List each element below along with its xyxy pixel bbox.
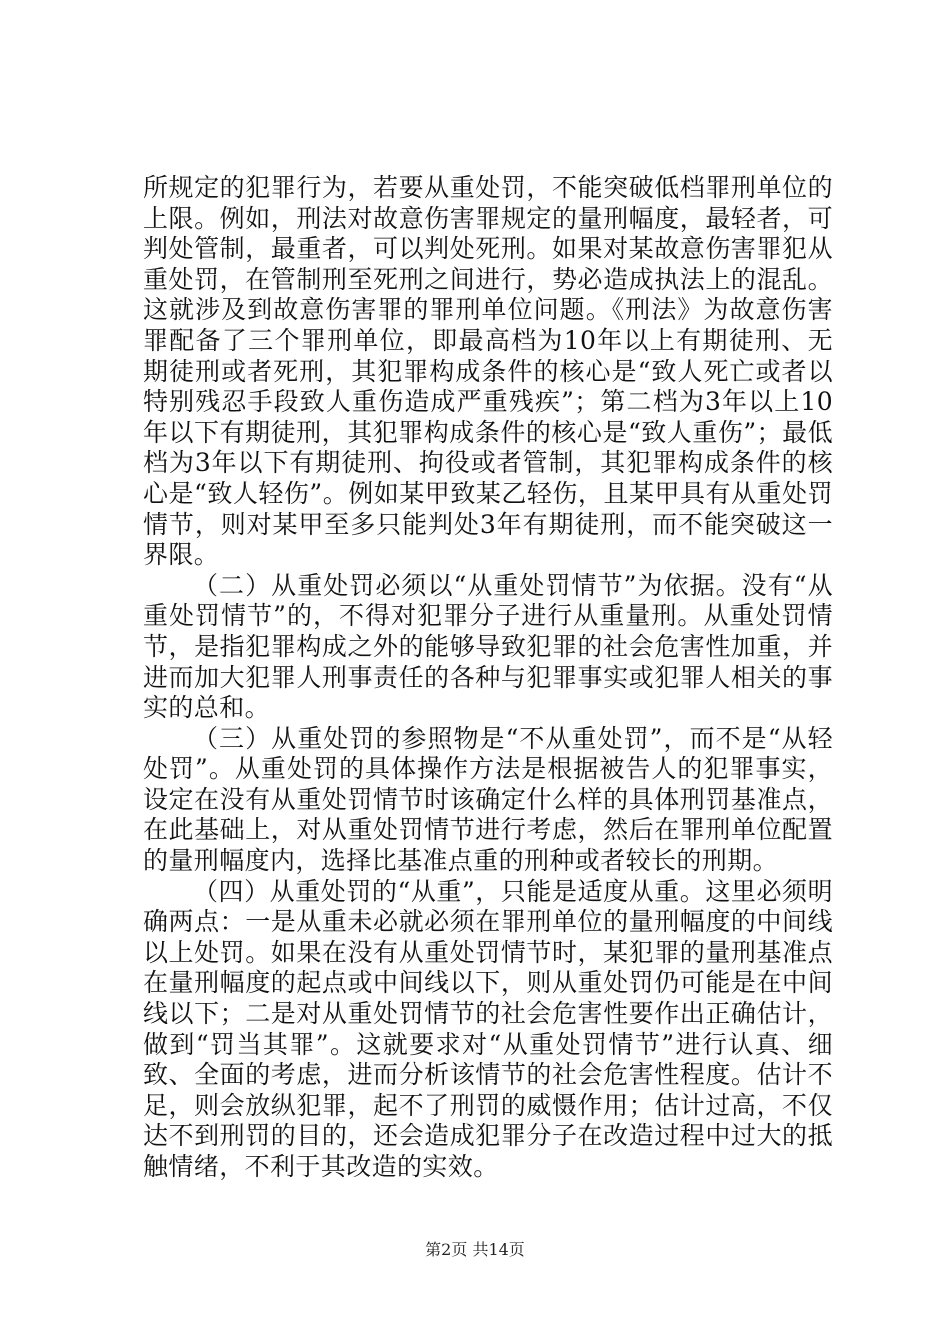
document-body <box>143 173 833 1183</box>
paragraph-section-3: （三）从重处罚的参照物是“不从重处罚”，而不是“从轻处罚”。从重处罚的具体操作方法是根据被告人的犯罪事实，设定在没有从重处罚情节时该确定什么样的具体刑罚基准点，在此基础上，对从重处罚情节进行考虑，然后在罪刑单位配置的量刑幅度内，选择比基准点重的刑种或者较长的刑期。 <box>143 723 833 876</box>
page-number-footer: 第2页 共14页 <box>425 1240 525 1259</box>
paragraph-section-2: （二）从重处罚必须以“从重处罚情节”为依据。没有“从重处罚情节”的，不得对犯罪分子进行从重量刑。从重处罚情节，是指犯罪构成之外的能够导致犯罪的社会危害性加重，并进而加大犯罪人刑事责任的各种与犯罪事实或犯罪人相关的事实的总和。 <box>143 570 833 723</box>
paragraph-continuation: 所规定的犯罪行为，若要从重处罚，不能突破低档罪刑单位的上限。例如，刑法对故意伤害罪规定的量刑幅度，最轻者，可判处管制，最重者，可以判处死刑。如果对某故意伤害罪犯从重处罚，在管制刑至死刑之间进行，势必造成执法上的混乱。这就涉及到故意伤害罪的罪刑单位问题。《刑法》为故意伤害罪配备了三个罪刑单位，即最高档为10年以上有期徒刑、无期徒刑或者死刑，其犯罪构成条件的核心是“致人死亡或者以特别残忍手段致人重伤造成严重残疾”；第二档为3年以上10年以下有期徒刑，其犯罪构成条件的核心是“致人重伤”；最低档为3年以下有期徒刑、拘役或者管制，其犯罪构成条件的核心是“致人轻伤”。例如某甲致某乙轻伤，且某甲具有从重处罚情节，则对某甲至多只能判处3年有期徒刑，而不能突破这一界限。 <box>143 173 833 570</box>
paragraph-section-4: （四）从重处罚的“从重”，只能是适度从重。这里必须明确两点：一是从重未必就必须在罪刑单位的量刑幅度的中间线以上处罚。如果在没有从重处罚情节时，某犯罪的量刑基准点在量刑幅度的起点或中间线以下，则从重处罚仍可能是在中间线以下；二是对从重处罚情节的社会危害性要作出正确估计，做到“罚当其罪”。这就要求对“从重处罚情节”进行认真、细致、全面的考虑，进而分析该情节的社会危害性程度。估计不足，则会放纵犯罪，起不了刑罚的威慑作用；估计过高，不仅达不到刑罚的目的，还会造成犯罪分子在改造过程中过大的抵触情绪，不利于其改造的实效。 <box>143 876 833 1181</box>
